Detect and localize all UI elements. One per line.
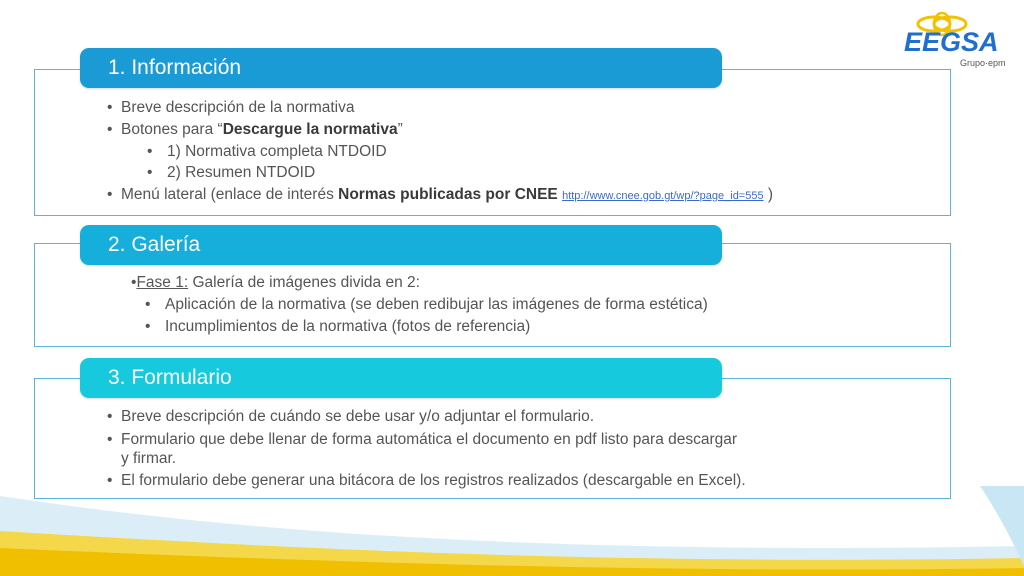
list-item: • 2) Resumen NTDOID [147,164,316,181]
section-informacion-panel [34,69,951,216]
cnee-link[interactable]: http://www.cnee.gob.gt/wp/?page_id=555 [562,190,764,202]
eegsa-logo [900,10,1012,74]
list-item: • Botones para “Descargue la normativa” [107,121,403,138]
decorative-wave [0,486,1024,576]
list-item: • 1) Normativa completa NTDOID [147,143,387,160]
list-item: • Breve descripción de cuándo se debe usar y/o adjuntar el formulario. [107,408,595,425]
logo-brand-text: EEGSA [904,27,999,57]
list-item: • El formulario debe generar una bitácora de los registros realizados (descargable en Excel). [107,472,746,489]
section-galeria-header: 2. Galería [80,225,722,265]
logo-group-text: Grupo·epm [960,58,1006,68]
list-item-continuation: y firmar. [121,450,177,467]
section-formulario-header: 3. Formulario [80,358,722,398]
list-item: •Fase 1: Galería de imágenes divida en 2: [131,274,420,291]
list-item: • Formulario que debe llenar de forma automática el documento en pdf listo para descargar [107,431,738,448]
list-item: • Menú lateral (enlace de interés Normas publicadas por CNEE http://www.cnee.gob.gt/wp/?page_id=555 ) [107,186,774,203]
list-item: • Aplicación de la normativa (se deben redibujar las imágenes de forma estética) [145,296,708,313]
list-item: • Incumplimientos de la normativa (fotos de referencia) [145,318,531,335]
list-item: • Breve descripción de la normativa [107,99,355,116]
section-informacion-header: 1. Información [80,48,722,88]
